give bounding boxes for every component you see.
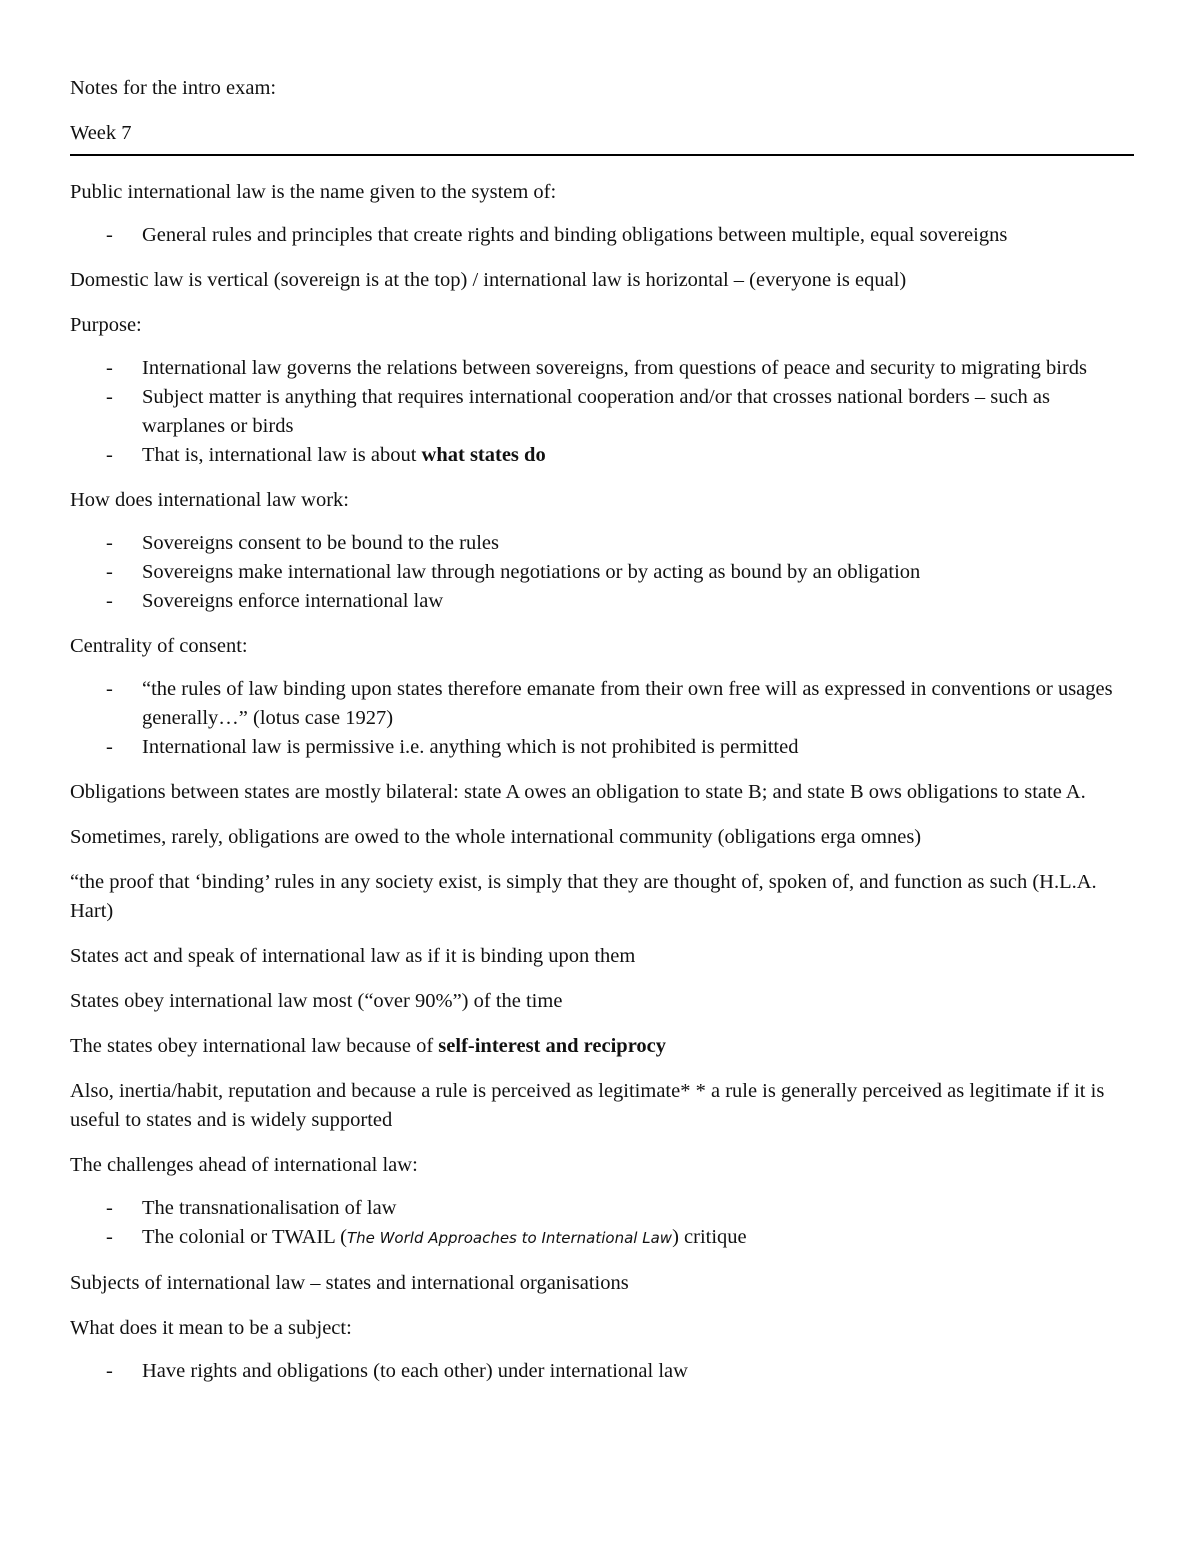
how-heading: How does international law work: xyxy=(70,489,349,511)
list-item: - “the rules of law binding upon states therefore emanate from their own free will as expressed in conventions or usages generally…” (lotus case 1927) xyxy=(70,675,1134,733)
dash-bullet: - xyxy=(106,678,113,700)
emphasis-what-states-do: what states do xyxy=(421,444,546,466)
dash-bullet: - xyxy=(106,444,113,466)
dash-bullet: - xyxy=(106,590,113,612)
list-item: - The transnationalisation of law xyxy=(70,1194,1134,1223)
list-item: - Sovereigns consent to be bound to the rules xyxy=(70,529,1134,558)
dash-bullet: - xyxy=(106,1360,113,1382)
week-heading: Week 7 xyxy=(70,119,1134,156)
document-title: Notes for the intro exam: xyxy=(70,77,277,99)
dash-bullet: - xyxy=(106,1226,113,1248)
dash-bullet: - xyxy=(106,357,113,379)
domestic-vs-international: Domestic law is vertical (sovereign is at the top) / international law is horizontal – (everyone is equal) xyxy=(70,269,907,291)
dash-bullet: - xyxy=(106,736,113,758)
erga-omnes: Sometimes, rarely, obligations are owed to the whole international community (obligations erga omnes) xyxy=(70,826,922,848)
dash-bullet: - xyxy=(106,561,113,583)
dash-bullet: - xyxy=(106,386,113,408)
how-list xyxy=(70,529,1134,616)
obligations-bilateral: Obligations between states are mostly bilateral: state A owes an obligation to state B; and state B ows obligations to state A. xyxy=(70,781,1086,803)
consent-list xyxy=(70,675,1134,762)
pil-list xyxy=(70,221,1134,250)
also-inertia: Also, inertia/habit, reputation and because a rule is perceived as legitimate* * a rule is generally perceived as legitimate if it is useful to states and is widely supported xyxy=(70,1080,1105,1131)
twail-expansion: The World Approaches to International Law xyxy=(346,1229,673,1247)
states-obey: States obey international law most (“over 90%”) of the time xyxy=(70,990,563,1012)
list-item: - General rules and principles that create rights and binding obligations between multiple, equal sovereigns xyxy=(70,221,1134,250)
dash-bullet: - xyxy=(106,224,113,246)
list-item: - Sovereigns make international law through negotiations or by acting as bound by an obligation xyxy=(70,558,1134,587)
subject-heading: What does it mean to be a subject: xyxy=(70,1317,352,1339)
subjects: Subjects of international law – states and international organisations xyxy=(70,1272,629,1294)
list-item: - Have rights and obligations (to each other) under international law xyxy=(70,1357,1134,1386)
list-item: - International law is permissive i.e. anything which is not prohibited is permitted xyxy=(70,733,1134,762)
dash-bullet: - xyxy=(106,532,113,554)
purpose-heading: Purpose: xyxy=(70,314,142,336)
emphasis-self-interest: self-interest and reciprocy xyxy=(438,1035,667,1057)
list-item: - That is, international law is about what states do xyxy=(70,441,1134,470)
pil-intro: Public international law is the name given to the system of: xyxy=(70,181,557,203)
hart-quote: “the proof that ‘binding’ rules in any society exist, is simply that they are thought of, spoken of, and function as such (H.L.A. Hart) xyxy=(70,871,1097,922)
list-item: - International law governs the relations between sovereigns, from questions of peace and security to migrating birds xyxy=(70,354,1134,383)
list-item: - Subject matter is anything that requires international cooperation and/or that crosses national borders – such as warplanes or birds xyxy=(70,383,1134,441)
consent-heading: Centrality of consent: xyxy=(70,635,248,657)
states-act: States act and speak of international law as if it is binding upon them xyxy=(70,945,636,967)
subject-list xyxy=(70,1357,1134,1386)
challenges-list xyxy=(70,1194,1134,1253)
document-page xyxy=(70,74,1134,1402)
obey-because: The states obey international law because of self-interest and reciprocy xyxy=(70,1035,667,1057)
dash-bullet: - xyxy=(106,1197,113,1219)
list-item: - Sovereigns enforce international law xyxy=(70,587,1134,616)
purpose-list xyxy=(70,354,1134,470)
challenges-heading: The challenges ahead of international law: xyxy=(70,1154,418,1176)
list-item: - The colonial or TWAIL (The World Approaches to International Law) critique xyxy=(70,1223,1134,1253)
